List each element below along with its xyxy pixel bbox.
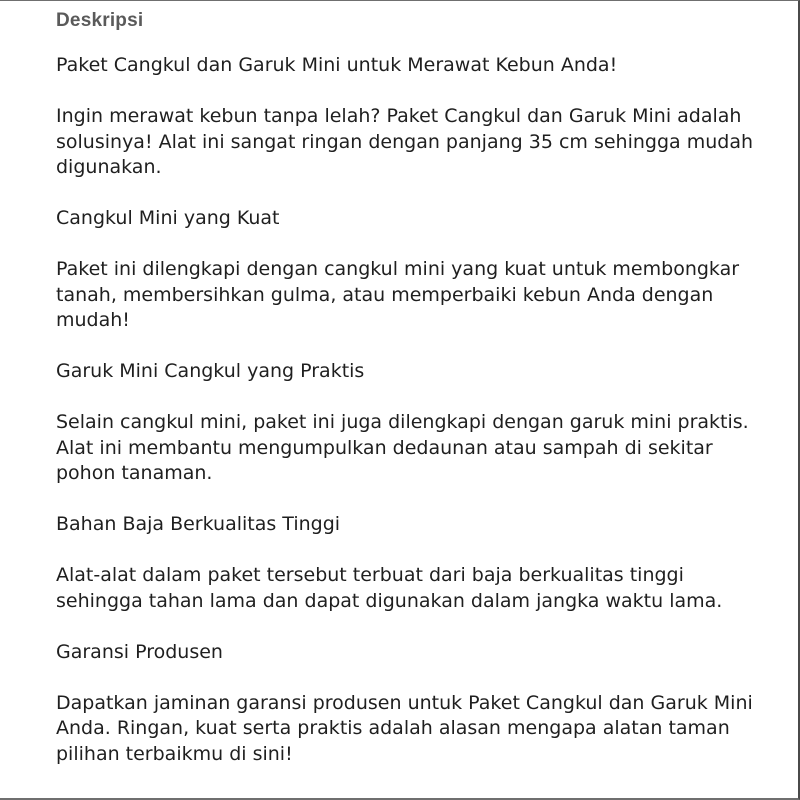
intro-paragraph: Ingin merawat kebun tanpa lelah? Paket Cangkul dan Garuk Mini adalah solusinya! Alat ini sangat ringan dengan panjang 35 cm sehingga mudah digunakan. <box>56 105 753 178</box>
intro-title: Paket Cangkul dan Garuk Mini untuk Merawat Kebun Anda! <box>56 54 618 76</box>
rake-paragraph: Selain cangkul mini, paket ini juga dilengkapi dengan garuk mini praktis. Alat ini membantu mengumpulkan dedaunan atau sampah di sekitar pohon tanaman. <box>56 411 749 484</box>
rake-heading: Garuk Mini Cangkul yang Praktis <box>56 360 365 382</box>
hoe-heading: Cangkul Mini yang Kuat <box>56 207 280 229</box>
hoe-paragraph: Paket ini dilengkapi dengan cangkul mini yang kuat untuk membongkar tanah, membersihkan gulma, atau memperbaiki kebun Anda dengan mudah! <box>56 258 740 331</box>
material-heading: Bahan Baja Berkualitas Tinggi <box>56 513 341 535</box>
section-title: Deskripsi <box>56 10 144 31</box>
warranty-heading: Garansi Produsen <box>56 640 223 663</box>
description-body <box>56 53 776 793</box>
material-paragraph: Alat-alat dalam paket tersebut terbuat dari baja berkualitas tinggi sehingga tahan lama dan dapat digunakan dalam jangka waktu lama. <box>56 564 723 612</box>
warranty-paragraph: Dapatkan jaminan garansi produsen untuk Paket Cangkul dan Garuk Mini Anda. Ringan, kuat serta praktis adalah alasan mengapa alatan taman pilihan terbaikmu di sini! <box>56 691 753 765</box>
